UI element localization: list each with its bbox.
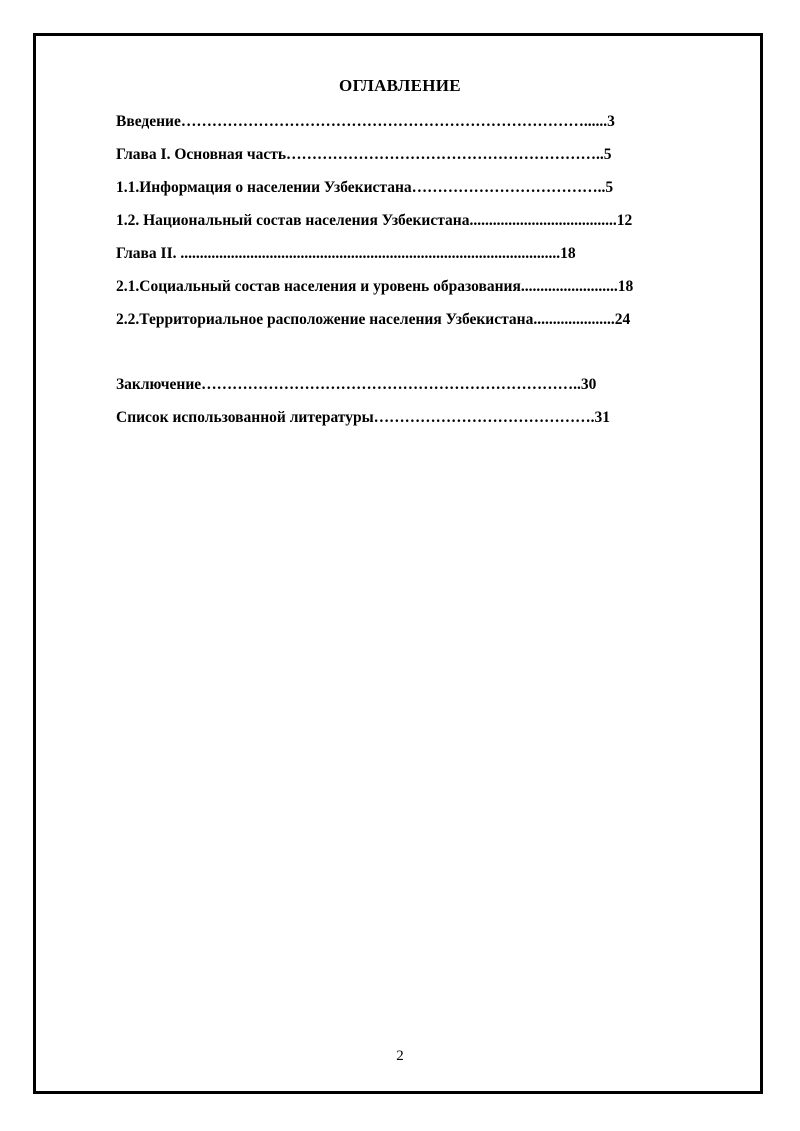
toc-entry-conclusion: Заключение………………………………………………………………..30: [116, 376, 597, 393]
toc-entry-chapter-2: Глава II. ..................................................................................................18: [116, 245, 576, 262]
toc-entry-section-2-2: 2.2.Территориальное расположение населения Узбекистана.....................24: [116, 311, 631, 328]
toc-entry-section-1-2: 1.2. Национальный состав населения Узбекистана......................................12: [116, 212, 633, 229]
toc-entry-section-2-1: 2.1.Социальный состав населения и уровень образования.........................18: [116, 278, 634, 295]
toc-entry-chapter-1: Глава I. Основная часть……………………………………………………..5: [116, 146, 612, 163]
toc-entry-bibliography: Список использованной литературы…………………………………….31: [116, 409, 611, 426]
toc-entry-introduction: Введение……………………………………………………………………......3: [116, 113, 615, 130]
toc-entry-section-1-1: 1.1.Информация о населении Узбекистана………………………………..5: [116, 179, 614, 196]
page-number: 2: [396, 1048, 404, 1064]
toc-heading: ОГЛАВЛЕНИЕ: [339, 76, 461, 95]
table-of-contents: [116, 110, 746, 428]
